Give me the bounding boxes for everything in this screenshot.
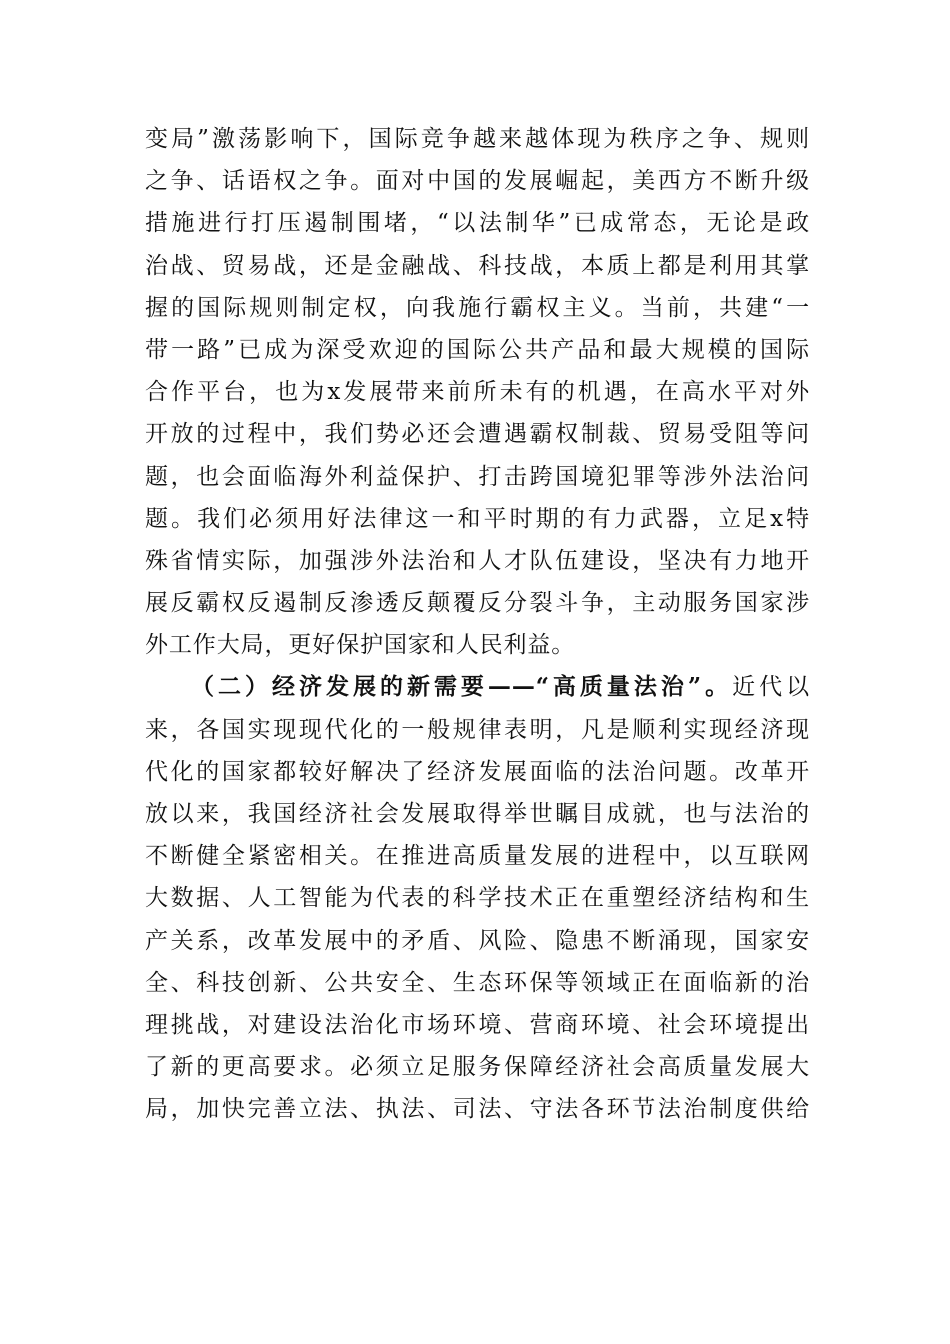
text-line: 展反霸权反遏制反渗透反颠覆反分裂斗争，主动服务国家涉 — [145, 590, 810, 617]
text-line: 治战、贸易战，还是金融战、科技战，本质上都是利用其掌 — [145, 252, 810, 279]
text-line: 合作平台，也为x发展带来前所未有的机遇，在高水平对外 — [145, 379, 810, 406]
text-line: 大数据、人工智能为代表的科学技术正在重塑经济结构和生 — [145, 885, 810, 912]
text-line: 外工作大局，更好保护国家和人民利益。 — [145, 632, 576, 659]
text-line: 措施进行打压遏制围堵，“以法制华”已成常态，无论是政 — [145, 210, 810, 237]
text-line: 不断健全紧密相关。在推进高质量发展的进程中，以互联网 — [145, 843, 810, 870]
text-line: 来，各国实现现代化的一般规律表明，凡是顺利实现经济现 — [145, 716, 810, 743]
text-line: 放以来，我国经济社会发展取得举世瞩目成就，也与法治的 — [145, 801, 810, 827]
section-heading: （二）经济发展的新需要——“高质量法治”。 — [191, 673, 733, 701]
paragraph-1 — [145, 118, 810, 666]
text-line: 开放的过程中，我们势必还会遭遇霸权制裁、贸易受阻等问 — [145, 421, 810, 448]
heading-line-rest: 近代以 — [732, 674, 810, 701]
text-line: 题。我们必须用好法律这一和平时期的有力武器，立足x特 — [145, 505, 810, 532]
text-line: 了新的更高要求。必须立足服务保障经济社会高质量发展大 — [145, 1054, 810, 1081]
paragraph-2 — [145, 666, 810, 1130]
text-line: 局，加快完善立法、执法、司法、守法各环节法治制度供给 — [145, 1096, 810, 1123]
text-line: 全、科技创新、公共安全、生态环保等领域正在面临新的治 — [145, 969, 810, 996]
text-line: 带一路”已成为深受欢迎的国际公共产品和最大规模的国际 — [145, 336, 810, 363]
text-line: 握的国际规则制定权，向我施行霸权主义。当前，共建“一 — [145, 294, 810, 321]
text-line: 变局”激荡影响下，国际竞争越来越体现为秩序之争、规则 — [145, 126, 810, 152]
text-line: 题，也会面临海外利益保护、打击跨国境犯罪等涉外法治问 — [145, 463, 810, 490]
text-line: 殊省情实际，加强涉外法治和人才队伍建设，坚决有力地开 — [145, 547, 810, 574]
text-line: 理挑战，对建设法治化市场环境、营商环境、社会环境提出 — [145, 1011, 810, 1038]
paragraph-first-line — [145, 666, 810, 708]
document-body — [145, 118, 810, 1131]
text-line: 代化的国家都较好解决了经济发展面临的法治问题。改革开 — [145, 758, 810, 785]
text-line: 产关系，改革发展中的矛盾、风险、隐患不断涌现，国家安 — [145, 927, 810, 954]
text-line: 之争、话语权之争。面对中国的发展崛起，美西方不断升级 — [145, 168, 810, 195]
